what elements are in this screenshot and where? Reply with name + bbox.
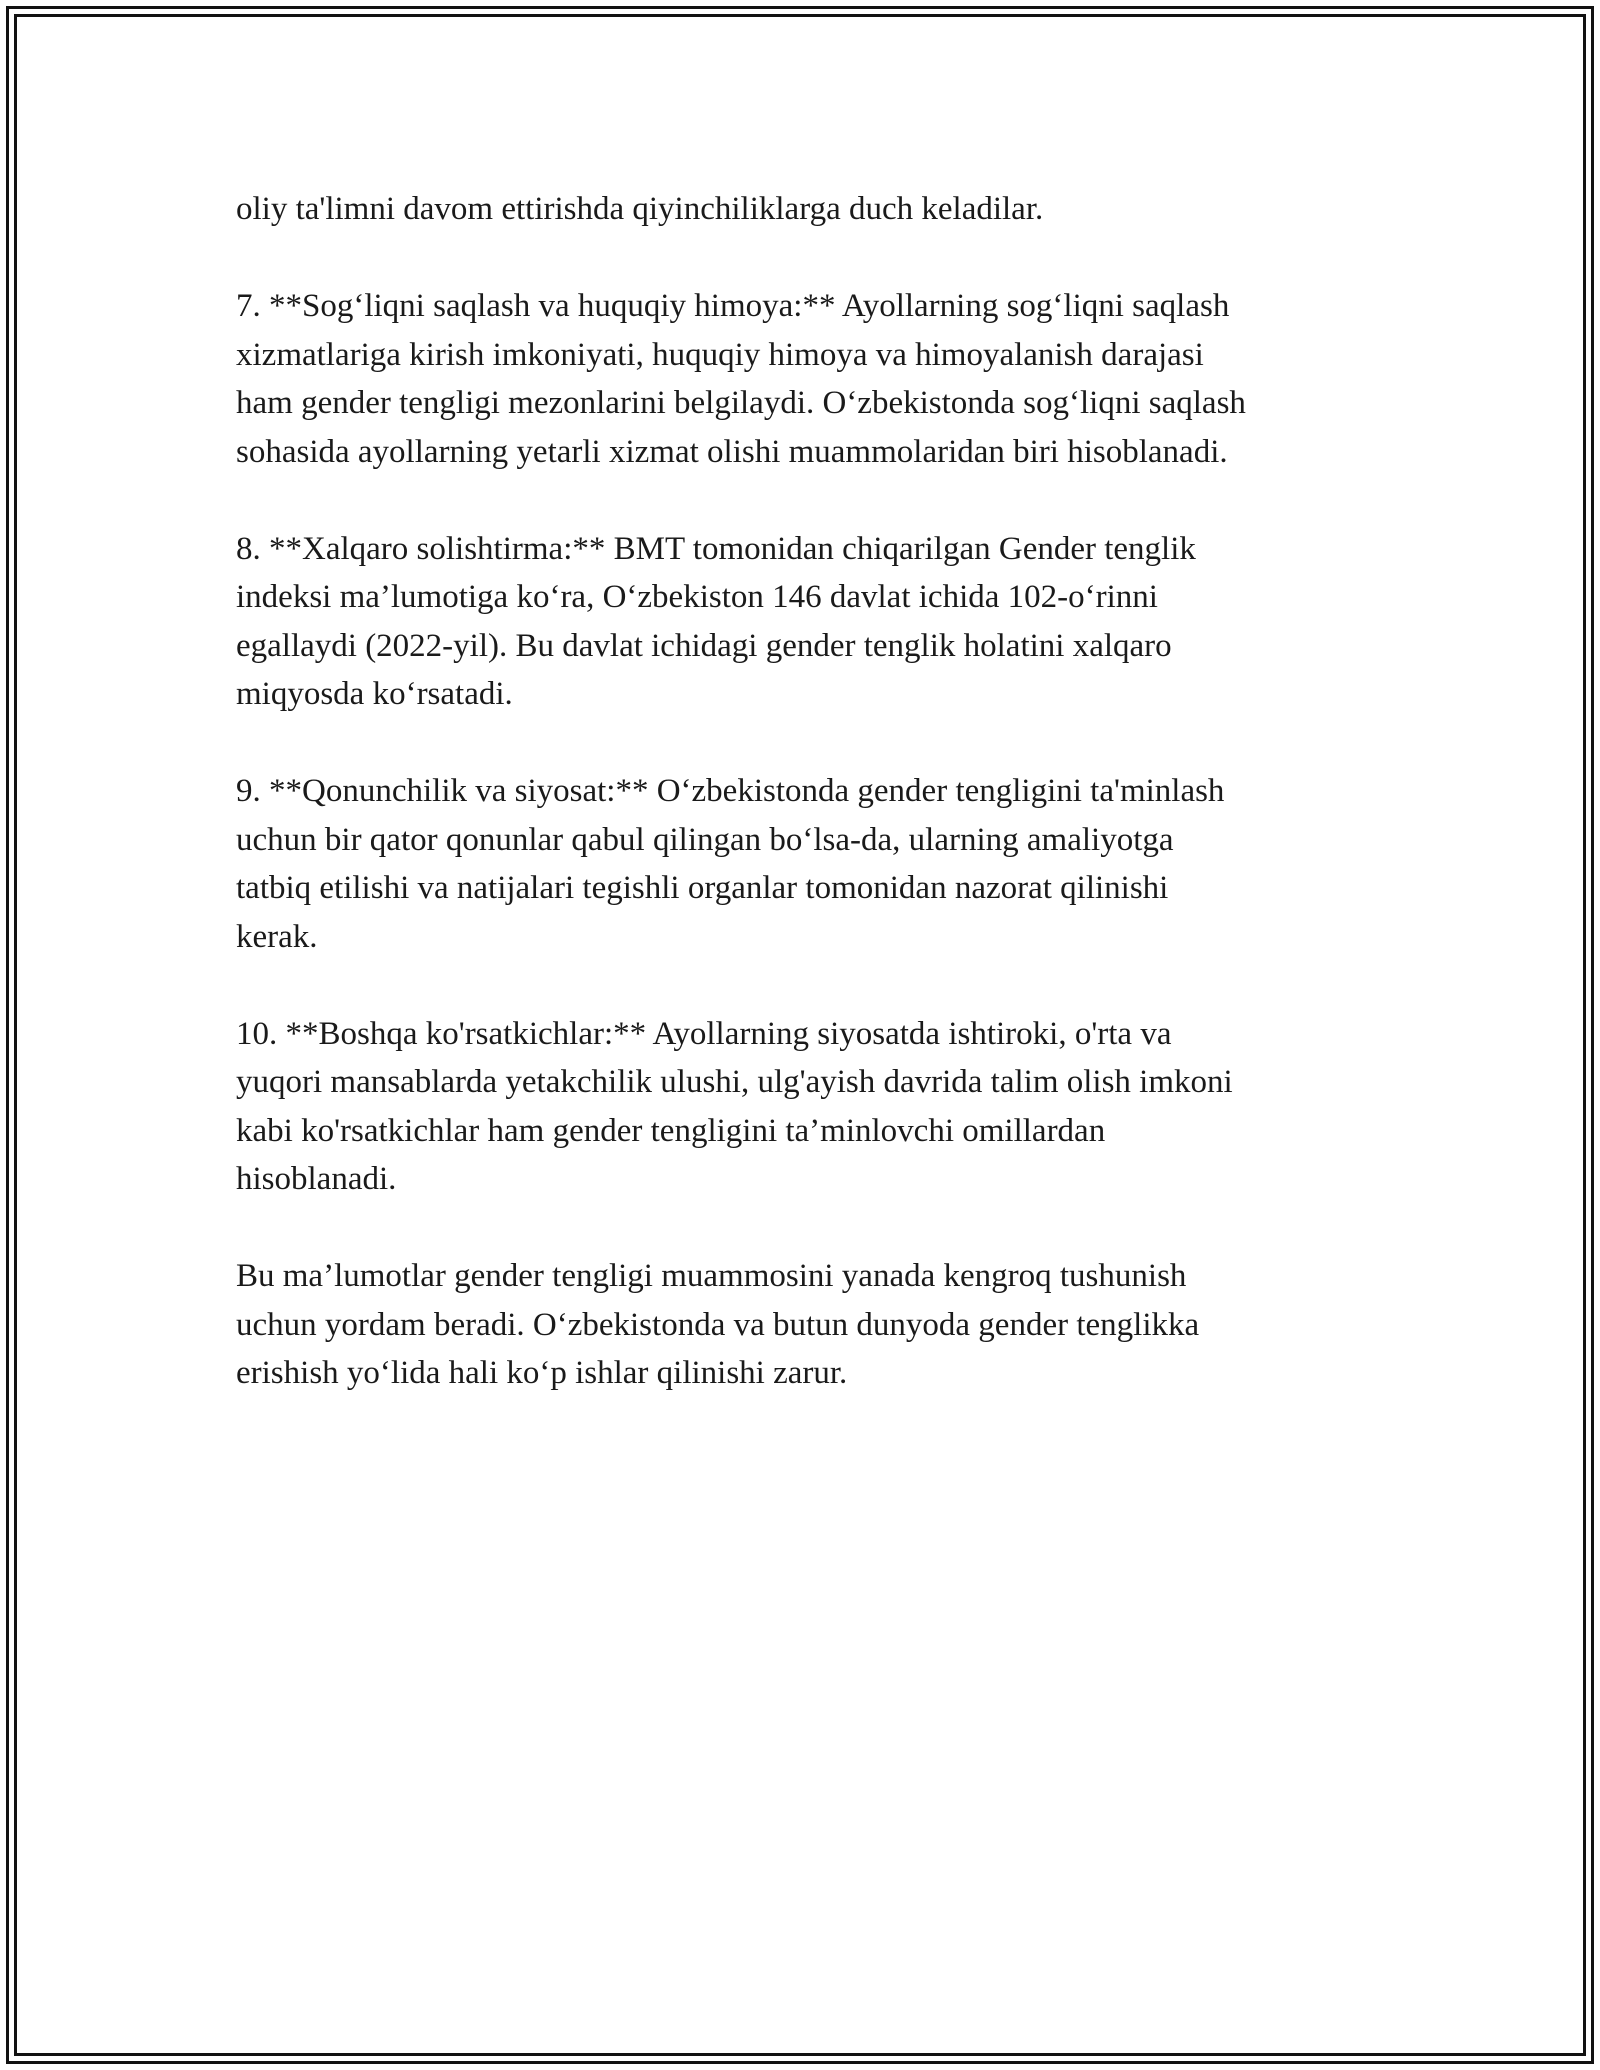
paragraph-item-8 bbox=[236, 525, 1376, 719]
text-line: uchun yordam beradi. O‘zbekistonda va butun dunyoda gender tenglikka bbox=[236, 1306, 1200, 1343]
text-line: 7. **Sog‘liqni saqlash va huquqiy himoya:** Ayollarning sog‘liqni saqlash bbox=[236, 288, 1230, 324]
paragraph-continuation bbox=[236, 185, 1376, 234]
paragraph-item-9 bbox=[236, 767, 1376, 961]
paragraph-item-7 bbox=[236, 282, 1376, 476]
text-line: 8. **Xalqaro solishtirma:** BMT tomonidan chiqarilgan Gender tenglik bbox=[236, 530, 1196, 567]
text-line: Bu ma’lumotlar gender tengligi muammosini yanada kengroq tushunish bbox=[236, 1258, 1187, 1294]
text-line: uchun bir qator qonunlar qabul qilingan bo‘lsa-da, ularning amaliyotga bbox=[236, 821, 1174, 858]
text-line: miqyosda ko‘rsatadi. bbox=[236, 676, 513, 712]
text-line: ham gender tengligi mezonlarini belgilaydi. O‘zbekistonda sog‘liqni saqlash bbox=[236, 385, 1246, 421]
text-line: indeksi ma’lumotiga ko‘ra, O‘zbekiston 146 davlat ichida 102-o‘rinni bbox=[236, 579, 1158, 615]
text-line: kerak. bbox=[236, 918, 318, 955]
paragraph-conclusion bbox=[236, 1252, 1376, 1398]
paragraph-item-10 bbox=[236, 1010, 1376, 1204]
text-line: 9. **Qonunchilik va siyosat:** O‘zbekistonda gender tengligini ta'minlash bbox=[236, 773, 1225, 809]
text-line: tatbiq etilishi va natijalari tegishli organlar tomonidan nazorat qilinishi bbox=[236, 870, 1169, 906]
text-line: sohasida ayollarning yetarli xizmat olishi muammolaridan biri hisoblanadi. bbox=[236, 433, 1228, 470]
text-line: egallaydi (2022-yil). Bu davlat ichidagi gender tenglik holatini xalqaro bbox=[236, 627, 1172, 664]
text-line: hisoblanadi. bbox=[236, 1161, 397, 1197]
text-line: kabi ko'rsatkichlar ham gender tengligini ta’minlovchi omillardan bbox=[236, 1112, 1106, 1149]
text-line: xizmatlariga kirish imkoniyati, huquqiy himoya va himoyalanish darajasi bbox=[236, 336, 1204, 373]
text-line: oliy ta'limni davom ettirishda qiyinchiliklarga duch keladilar. bbox=[236, 191, 1044, 227]
text-line: erishish yo‘lida hali ko‘p ishlar qilinishi zarur. bbox=[236, 1355, 848, 1391]
text-line: yuqori mansablarda yetakchilik ulushi, ulg'ayish davrida talim olish imkoni bbox=[236, 1064, 1233, 1100]
document-body bbox=[236, 185, 1376, 1446]
text-line: 10. **Boshqa ko'rsatkichlar:** Ayollarning siyosatda ishtiroki, o'rta va bbox=[236, 1015, 1172, 1052]
